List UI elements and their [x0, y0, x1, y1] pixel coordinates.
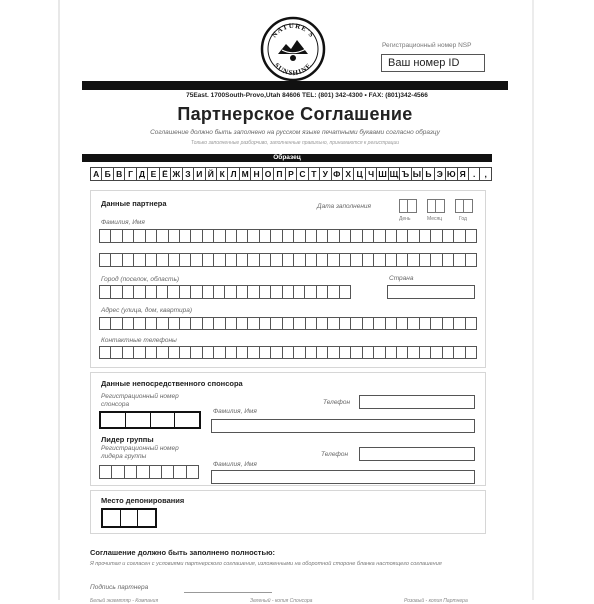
- char-cell[interactable]: [306, 317, 317, 330]
- copy-pink-label: Розовый - копия Партнера: [404, 598, 468, 604]
- char-cell[interactable]: [306, 253, 317, 267]
- leader-reg-field[interactable]: [99, 465, 199, 479]
- char-cell[interactable]: [443, 346, 454, 359]
- partner-section-title: Данные партнера: [101, 199, 167, 208]
- sample-letter: Я: [458, 167, 469, 181]
- char-cell[interactable]: [111, 253, 122, 267]
- char-cell[interactable]: [294, 253, 305, 267]
- char-cell[interactable]: [137, 465, 149, 479]
- char-cell[interactable]: [180, 253, 191, 267]
- char-cell[interactable]: [123, 229, 134, 243]
- char-cell[interactable]: [271, 285, 282, 299]
- header-divider: [82, 81, 508, 90]
- sample-letter: Щ: [389, 169, 399, 179]
- char-cell[interactable]: [162, 465, 174, 479]
- sample-letter: Э: [435, 167, 446, 181]
- char-cell[interactable]: [146, 285, 157, 299]
- char-cell[interactable]: [340, 253, 351, 267]
- char-cell[interactable]: [271, 317, 282, 330]
- scan-edge-left: [58, 0, 60, 600]
- char-cell[interactable]: [226, 253, 237, 267]
- char-cell[interactable]: [283, 229, 294, 243]
- leader-phone-field[interactable]: [359, 447, 475, 461]
- char-cell[interactable]: [99, 346, 111, 359]
- char-cell[interactable]: [260, 317, 271, 330]
- sponsor-phone-field[interactable]: [359, 395, 475, 409]
- sample-letter: Й: [206, 167, 217, 181]
- char-cell[interactable]: [294, 285, 305, 299]
- char-cell[interactable]: [454, 317, 465, 330]
- char-cell[interactable]: [138, 510, 155, 526]
- copy-white-label: Белый экземпляр - Компания: [90, 598, 159, 604]
- char-cell[interactable]: [237, 285, 248, 299]
- char-cell[interactable]: [157, 253, 168, 267]
- char-cell[interactable]: [180, 285, 191, 299]
- sample-letter: Р: [286, 167, 297, 181]
- char-cell[interactable]: [237, 253, 248, 267]
- partner-name-row-2[interactable]: [99, 253, 477, 267]
- char-cell[interactable]: [150, 465, 162, 479]
- char-cell[interactable]: [408, 346, 419, 359]
- sponsor-section: [90, 372, 486, 486]
- leader-title: Лидер группы: [101, 435, 154, 444]
- char-cell[interactable]: [214, 317, 225, 330]
- char-cell[interactable]: [99, 465, 112, 479]
- sample-letter: Ч: [366, 167, 377, 181]
- month-label: Месяц: [427, 216, 443, 222]
- char-cell[interactable]: [351, 229, 362, 243]
- char-cell[interactable]: [123, 317, 134, 330]
- char-cell[interactable]: [374, 317, 385, 330]
- char-cell[interactable]: [134, 317, 145, 330]
- char-cell[interactable]: [248, 253, 259, 267]
- char-cell[interactable]: [203, 317, 214, 330]
- sponsor-reg-label: Регистрационный номер спонсора: [101, 393, 179, 408]
- char-cell[interactable]: [386, 317, 397, 330]
- char-cell[interactable]: [454, 346, 465, 359]
- char-cell[interactable]: [123, 253, 134, 267]
- city-field[interactable]: [99, 285, 351, 299]
- char-cell[interactable]: [431, 229, 442, 243]
- scan-edge-right: [532, 0, 534, 600]
- char-cell[interactable]: [123, 285, 134, 299]
- sample-letter: Ц: [354, 167, 365, 181]
- char-cell[interactable]: [454, 253, 465, 267]
- char-cell[interactable]: [431, 317, 442, 330]
- char-cell[interactable]: [420, 317, 431, 330]
- address-label: Адрес (улица, дом, квартира): [101, 307, 193, 314]
- sample-letter: Т: [309, 167, 320, 181]
- char-cell[interactable]: [237, 229, 248, 243]
- deposit-section-title: Место депонирования: [101, 496, 185, 505]
- char-cell[interactable]: [386, 253, 397, 267]
- char-cell[interactable]: [351, 253, 362, 267]
- char-cell[interactable]: [169, 346, 180, 359]
- char-cell[interactable]: [260, 253, 271, 267]
- char-cell[interactable]: [443, 229, 454, 243]
- char-cell[interactable]: [180, 346, 191, 359]
- char-cell[interactable]: [169, 229, 180, 243]
- char-cell[interactable]: [374, 253, 385, 267]
- char-cell[interactable]: [363, 346, 374, 359]
- char-cell[interactable]: [226, 229, 237, 243]
- char-cell[interactable]: [260, 229, 271, 243]
- char-cell[interactable]: [294, 317, 305, 330]
- char-cell[interactable]: [408, 317, 419, 330]
- char-cell[interactable]: [214, 346, 225, 359]
- char-cell[interactable]: [151, 413, 176, 427]
- sample-letter: Ю: [446, 169, 456, 179]
- name-label: Фамилия, Имя: [101, 219, 145, 226]
- country-label: Страна: [389, 275, 414, 282]
- sample-letter: Л: [228, 167, 239, 181]
- char-cell[interactable]: [191, 317, 202, 330]
- char-cell[interactable]: [271, 346, 282, 359]
- sponsor-name-label: Фамилия, Имя: [213, 408, 257, 415]
- footer-title: Соглашение должно быть заполнено полностью:: [90, 548, 275, 557]
- deposit-section: [90, 490, 486, 534]
- char-cell[interactable]: [397, 317, 408, 330]
- char-cell[interactable]: [191, 253, 202, 267]
- char-cell[interactable]: [169, 317, 180, 330]
- day-label: День: [399, 216, 411, 222]
- phones-field[interactable]: [99, 346, 477, 359]
- sample-letter: Х: [343, 167, 354, 181]
- char-cell[interactable]: [271, 253, 282, 267]
- date-label: Дата заполнения: [317, 203, 372, 210]
- sample-letter: Ь: [423, 167, 434, 181]
- char-cell[interactable]: [214, 253, 225, 267]
- char-cell[interactable]: [146, 317, 157, 330]
- sample-letter: Б: [102, 167, 113, 181]
- char-cell[interactable]: [340, 317, 351, 330]
- char-cell[interactable]: [125, 465, 137, 479]
- sample-letter: З: [183, 167, 194, 181]
- sample-letter: О: [263, 167, 274, 181]
- sample-letter: Ы: [412, 167, 423, 181]
- char-cell[interactable]: [386, 346, 397, 359]
- char-cell[interactable]: [420, 229, 431, 243]
- char-cell[interactable]: [157, 317, 168, 330]
- footer-agreement-text: Я прочитал и согласен с условиями партнерского соглашения, изложенными на оборотной стороне бланка настоящего соглашения: [90, 561, 442, 567]
- char-cell[interactable]: [466, 229, 477, 243]
- char-cell[interactable]: [99, 229, 111, 243]
- char-cell[interactable]: [443, 253, 454, 267]
- char-cell[interactable]: [99, 285, 111, 299]
- char-cell[interactable]: [317, 346, 328, 359]
- leader-name-label: Фамилия, Имя: [213, 461, 257, 468]
- char-cell[interactable]: [294, 229, 305, 243]
- char-cell[interactable]: [431, 253, 442, 267]
- leader-name-field[interactable]: [211, 470, 475, 484]
- char-cell[interactable]: [157, 346, 168, 359]
- leader-phone-label: Телефон: [321, 451, 349, 458]
- char-cell[interactable]: [111, 229, 122, 243]
- char-cell[interactable]: [328, 317, 339, 330]
- char-cell[interactable]: [260, 346, 271, 359]
- char-cell[interactable]: [317, 253, 328, 267]
- char-cell[interactable]: [363, 229, 374, 243]
- char-cell[interactable]: [328, 285, 339, 299]
- deposit-field[interactable]: [101, 508, 157, 528]
- char-cell[interactable]: [328, 229, 339, 243]
- leader-reg-label: Регистрационный номер лидера группы: [101, 445, 179, 460]
- id-number-field[interactable]: Ваш номер ID: [381, 54, 485, 72]
- sponsor-name-field[interactable]: [211, 419, 475, 433]
- char-cell[interactable]: [214, 285, 225, 299]
- sample-alphabet: [90, 167, 492, 181]
- char-cell[interactable]: [443, 317, 454, 330]
- char-cell[interactable]: [340, 346, 351, 359]
- char-cell[interactable]: [466, 317, 477, 330]
- char-cell[interactable]: [225, 285, 236, 299]
- sample-letter: С: [297, 167, 308, 181]
- char-cell[interactable]: [328, 346, 339, 359]
- sample-letter: .: [469, 167, 480, 181]
- char-cell[interactable]: [305, 285, 316, 299]
- company-address: 75East. 1700South-Provo,Utah 84606 TEL: (801) 342-4300 • FAX: (801)342-4566: [186, 92, 428, 99]
- char-cell[interactable]: [283, 253, 294, 267]
- char-cell[interactable]: [340, 285, 351, 299]
- agreement-form: [82, 14, 508, 604]
- char-cell[interactable]: [466, 346, 477, 359]
- sample-letter: П: [274, 167, 285, 181]
- char-cell[interactable]: [248, 229, 259, 243]
- sample-letter: К: [217, 167, 228, 181]
- char-cell[interactable]: [397, 253, 408, 267]
- char-cell[interactable]: [386, 229, 397, 243]
- sample-letter: Ш: [378, 169, 387, 179]
- form-note: Только заполненные разборчиво, заполненные правильно, принимаются к регистрации: [190, 140, 400, 146]
- char-cell[interactable]: [283, 285, 294, 299]
- sponsor-phone-label: Телефон: [323, 399, 351, 406]
- char-cell[interactable]: [146, 229, 157, 243]
- char-cell[interactable]: [317, 317, 328, 330]
- char-cell[interactable]: [351, 317, 362, 330]
- sample-header: Образец: [82, 154, 492, 162]
- partner-section: [90, 190, 486, 368]
- sample-letter: ,: [480, 167, 491, 181]
- char-cell[interactable]: [111, 317, 122, 330]
- company-logo: [260, 16, 326, 82]
- char-cell[interactable]: [134, 253, 145, 267]
- copy-green-label: Зеленый - копия Спонсора: [250, 598, 313, 604]
- char-cell[interactable]: [169, 253, 180, 267]
- char-cell[interactable]: [180, 317, 191, 330]
- char-cell[interactable]: [121, 510, 139, 526]
- char-cell[interactable]: [248, 285, 259, 299]
- char-cell[interactable]: [374, 229, 385, 243]
- char-cell[interactable]: [203, 285, 214, 299]
- char-cell[interactable]: [351, 346, 362, 359]
- char-cell[interactable]: [191, 346, 202, 359]
- sample-letter: Ё: [160, 167, 171, 181]
- sponsor-reg-field[interactable]: [99, 411, 201, 429]
- char-cell[interactable]: [466, 253, 477, 267]
- char-cell[interactable]: [237, 317, 248, 330]
- char-cell[interactable]: [271, 229, 282, 243]
- char-cell[interactable]: [187, 465, 199, 479]
- sponsor-section-title: Данные непосредственного спонсора: [101, 379, 243, 388]
- char-cell[interactable]: [146, 346, 157, 359]
- char-cell[interactable]: [248, 317, 259, 330]
- sample-letter: Е: [148, 167, 159, 181]
- char-cell[interactable]: [168, 285, 179, 299]
- char-cell[interactable]: [103, 510, 121, 526]
- char-cell[interactable]: [203, 253, 214, 267]
- char-cell[interactable]: [157, 285, 168, 299]
- sample-letter: А: [90, 167, 102, 181]
- logo-bottom-text: SUNSHINE: [272, 61, 314, 78]
- char-cell[interactable]: [408, 253, 419, 267]
- date-year-field[interactable]: [455, 199, 473, 213]
- char-cell[interactable]: [306, 229, 317, 243]
- char-cell[interactable]: [237, 346, 248, 359]
- char-cell[interactable]: [306, 346, 317, 359]
- char-cell[interactable]: [260, 285, 271, 299]
- char-cell[interactable]: [317, 285, 328, 299]
- char-cell[interactable]: [294, 346, 305, 359]
- char-cell[interactable]: [283, 346, 294, 359]
- char-cell[interactable]: [146, 253, 157, 267]
- char-cell[interactable]: [214, 229, 225, 243]
- char-cell[interactable]: [101, 413, 126, 427]
- char-cell[interactable]: [283, 317, 294, 330]
- char-cell[interactable]: [420, 346, 431, 359]
- char-cell[interactable]: [408, 229, 419, 243]
- char-cell[interactable]: [175, 413, 199, 427]
- sample-letter: Н: [251, 167, 262, 181]
- char-cell[interactable]: [99, 317, 111, 330]
- char-cell[interactable]: [317, 229, 328, 243]
- char-cell[interactable]: [191, 229, 202, 243]
- char-cell[interactable]: [431, 346, 442, 359]
- char-cell[interactable]: [134, 229, 145, 243]
- address-field[interactable]: [99, 317, 477, 330]
- char-cell[interactable]: [174, 465, 186, 479]
- char-cell[interactable]: [180, 229, 191, 243]
- sample-letter: В: [114, 167, 125, 181]
- phones-label: Контактные телефоны: [101, 337, 177, 344]
- char-cell[interactable]: [123, 346, 134, 359]
- char-cell[interactable]: [126, 413, 151, 427]
- date-day-field[interactable]: [399, 199, 417, 213]
- sample-letter: Д: [137, 167, 148, 181]
- page-title: Партнерское Соглашение: [177, 104, 413, 124]
- form-instructions: Соглашение должно быть заполнено на русском языке печатными буквами согласно образцу: [150, 129, 440, 136]
- year-label: Год: [459, 216, 467, 222]
- char-cell[interactable]: [191, 285, 202, 299]
- sample-letter: Г: [125, 167, 136, 181]
- char-cell[interactable]: [397, 229, 408, 243]
- sample-letter: У: [320, 167, 331, 181]
- char-cell[interactable]: [374, 346, 385, 359]
- city-label: Город (поселок, область): [101, 276, 180, 283]
- registration-number-label: Регистрационный номер NSP: [382, 42, 472, 49]
- sample-letter: Ъ: [400, 167, 411, 181]
- char-cell[interactable]: [157, 229, 168, 243]
- char-cell[interactable]: [111, 285, 122, 299]
- signature-label: Подпись партнера: [90, 584, 149, 591]
- char-cell[interactable]: [112, 465, 124, 479]
- char-cell[interactable]: [203, 229, 214, 243]
- sample-letter: Ф: [332, 167, 343, 181]
- char-cell[interactable]: [454, 229, 465, 243]
- char-cell[interactable]: [99, 253, 111, 267]
- char-cell[interactable]: [397, 346, 408, 359]
- char-cell[interactable]: [134, 346, 145, 359]
- char-cell[interactable]: [111, 346, 122, 359]
- char-cell[interactable]: [340, 229, 351, 243]
- char-cell[interactable]: [328, 253, 339, 267]
- country-field[interactable]: [387, 285, 475, 299]
- signature-line[interactable]: [184, 592, 272, 593]
- logo-top-text: NATURE'S: [270, 21, 316, 40]
- sample-letter: М: [240, 167, 251, 181]
- char-cell[interactable]: [203, 346, 214, 359]
- char-cell[interactable]: [226, 346, 237, 359]
- char-cell[interactable]: [363, 317, 374, 330]
- sample-letter: Ж: [171, 167, 182, 181]
- char-cell[interactable]: [420, 253, 431, 267]
- partner-name-row-1[interactable]: [99, 229, 477, 243]
- sample-letter: И: [194, 167, 205, 181]
- char-cell[interactable]: [363, 253, 374, 267]
- date-month-field[interactable]: [427, 199, 445, 213]
- char-cell[interactable]: [134, 285, 145, 299]
- char-cell[interactable]: [248, 346, 259, 359]
- char-cell[interactable]: [226, 317, 237, 330]
